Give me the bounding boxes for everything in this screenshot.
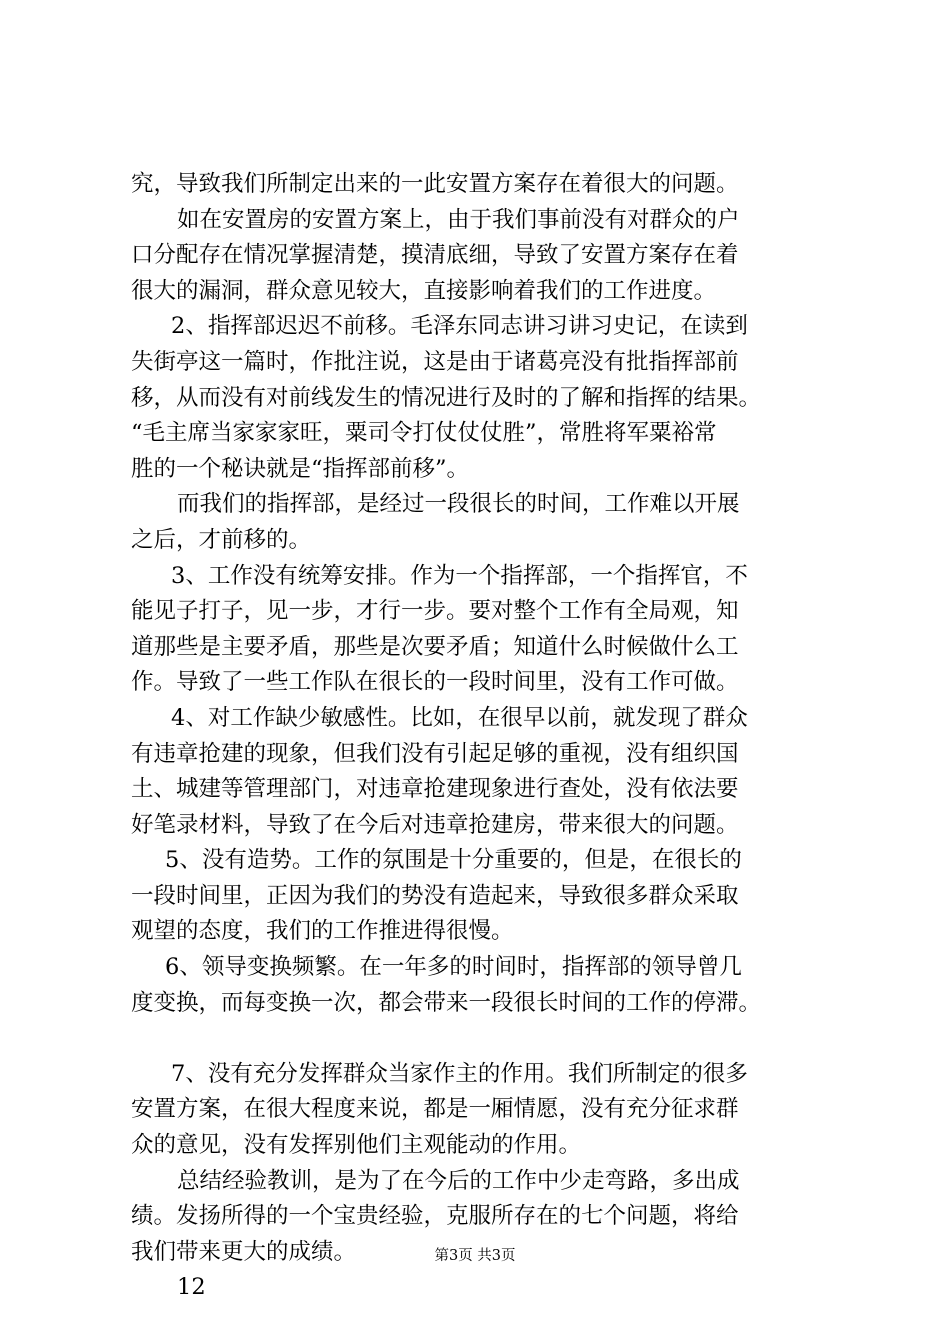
text-line: 12 <box>177 1274 206 1301</box>
text-line: 道那些是主要矛盾，那些是次要矛盾；知道什么时候做什么工 <box>131 633 739 660</box>
text-line: 一段时间里，正因为我们的势没有造起来，导致很多群众采取 <box>131 882 739 909</box>
text-line: 移，从而没有对前线发生的情况进行及时的了解和指挥的结果。 <box>131 384 762 411</box>
text-line: 很大的漏洞，群众意见较大，直接影响着我们的工作进度。 <box>131 277 717 304</box>
text-line: 7、没有充分发挥群众当家作主的作用。我们所制定的很多 <box>171 1060 748 1087</box>
text-line: 6、领导变换频繁。在一年多的时间时，指挥部的领导曾几 <box>165 954 742 981</box>
text-line: 有违章抢建的现象，但我们没有引起足够的重视，没有组织国 <box>131 740 739 767</box>
text-line: 口分配存在情况掌握清楚，摸清底细，导致了安置方案存在着 <box>131 242 739 269</box>
text-line: 绩。发扬所得的一个宝贵经验，克服所存在的七个问题，将给 <box>131 1203 739 1230</box>
text-line: 胜的一个秘诀就是“指挥部前移”。 <box>131 455 470 482</box>
text-line: 我们带来更大的成绩。 <box>131 1238 357 1265</box>
text-line: 4、对工作缺少敏感性。比如，在很早以前，就发现了群众 <box>171 704 748 731</box>
text-line: 总结经验教训，是为了在今后的工作中少走弯路，多出成 <box>177 1167 740 1194</box>
text-line: 失街亭这一篇时，作批注说，这是由于诸葛亮没有批指挥部前 <box>131 348 739 375</box>
text-line: “毛主席当家家家旺，粟司令打仗仗仗胜”，常胜将军粟裕常 <box>131 420 717 447</box>
page-footer: 第3页 共3页 <box>434 1248 516 1264</box>
text-line: 而我们的指挥部，是经过一段很长的时间，工作难以开展 <box>177 491 740 518</box>
document-body <box>131 167 831 1306</box>
text-line: 观望的态度，我们的工作推进得很慢。 <box>131 918 514 945</box>
text-line: 安置方案，在很大程度来说，都是一厢情愿，没有充分征求群 <box>131 1096 739 1123</box>
text-line: 之后，才前移的。 <box>131 526 312 553</box>
text-line: 5、没有造势。工作的氛围是十分重要的，但是，在很长的 <box>165 847 742 874</box>
text-line: 2、指挥部迟迟不前移。毛泽东同志讲习讲习史记，在读到 <box>171 313 748 340</box>
text-line: 如在安置房的安置方案上，由于我们事前没有对群众的户 <box>177 206 740 233</box>
text-line: 作。导致了一些工作队在很长的一段时间里，没有工作可做。 <box>131 669 739 696</box>
text-line: 好笔录材料，导致了在今后对违章抢建房，带来很大的问题。 <box>131 811 739 838</box>
text-line: 究，导致我们所制定出来的一此安置方案存在着很大的问题。 <box>131 171 739 197</box>
text-line: 众的意见，没有发挥别他们主观能动的作用。 <box>131 1132 582 1159</box>
paragraph-gap <box>131 1021 831 1057</box>
text-line: 能见子打子，见一步，才行一步。要对整个工作有全局观，知 <box>131 598 739 625</box>
text-line: 土、城建等管理部门，对违章抢建现象进行查处，没有依法要 <box>131 776 739 803</box>
text-line: 3、工作没有统筹安排。作为一个指挥部，一个指挥官，不 <box>171 562 748 589</box>
text-line: 度变换，而每变换一次，都会带来一段很长时间的工作的停滞。 <box>131 989 762 1016</box>
